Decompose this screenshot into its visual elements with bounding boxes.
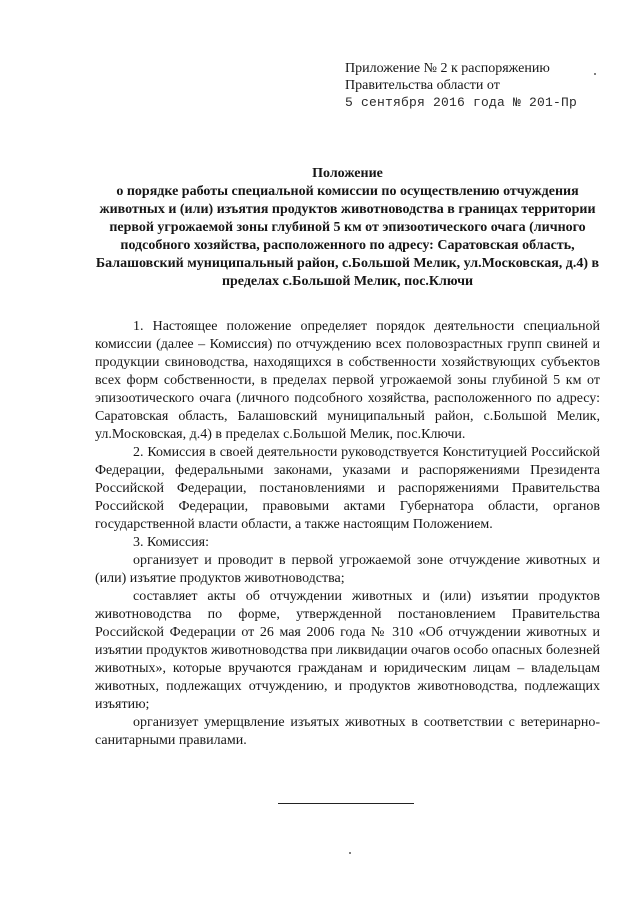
document-body (95, 318, 600, 750)
title-heading: Положение (312, 166, 383, 181)
paragraph-3-item-1: организует и проводит в первой угрожаемой зоне отчуждение животных и (или) изъятие продуктов животноводства; (95, 553, 600, 586)
closing-rule (278, 803, 414, 804)
paragraph-3-item-2: составляет акты об отчуждении животных и (или) изъятии продуктов животноводства по форме, утвержденной постановлением Правительства Российской Федерации от 26 мая 2006 года № 310 «Об отчуждении животных и изъятии продуктов животноводства при ликвидации очагов особо опасных болезней животных», которые вручаются гражданам и юридическим лицам – владельцам животных, подлежащих отчуждению, и продуктов животноводства, подлежащих изъятию; (95, 589, 600, 712)
header-government-line: Правительства области от (345, 78, 500, 93)
document-header (345, 60, 615, 111)
title-subject: о порядке работы специальной комиссии по осуществлению отчуждения животных и (или) изъятия продуктов животноводства в границах территории первой угрожаемой зоны глубиной 5 км от эпизоотического очага (личного подсобного хозяйства, расположенного по адресу: Саратовская область, Балашовский муниципальный район, с.Большой Мелик, ул.Московская, д.4) в пределах с.Большой Мелик, пос.Ключи (95, 184, 600, 289)
paragraph-2: 2. Комиссия в своей деятельности руководствуется Конституцией Российской Федерации, федеральными законами, указами и распоряжениями Президента Российской Федерации, постановлениями и распоряжениями Правительства Российской Федерации, правовыми актами Губернатора области, органов государственной власти области, а также настоящим Положением. (95, 445, 600, 532)
paragraph-3-item-3: организует умерщвление изъятых животных в соответствии с ветеринарно-санитарными правилами. (95, 715, 600, 748)
header-appendix-line: Приложение № 2 к распоряжению (345, 61, 550, 76)
paragraph-1: 1. Настоящее положение определяет порядок деятельности специальной комиссии (далее – Комиссия) по отчуждению всех половозрастных групп свиней и продукции свиноводства, находящихся в собственности хозяйствующих субъектов всех форм собственности, в пределах первой угрожаемой зоны глубиной 5 км от эпизоотического очага (личного подсобного хозяйства, расположенного по адресу: Саратовская область, Балашовский муниципальный район, с.Большой Мелик, ул.Московская, д.4) в пределах с.Большой Мелик, пос.Ключи. (95, 319, 600, 442)
scan-speck (594, 73, 596, 75)
document-title (95, 165, 600, 291)
scan-speck (349, 852, 351, 854)
header-date-stamp: 5 сентября 2016 года № 201-Пр (345, 95, 578, 110)
paragraph-3: 3. Комиссия: (133, 535, 209, 550)
